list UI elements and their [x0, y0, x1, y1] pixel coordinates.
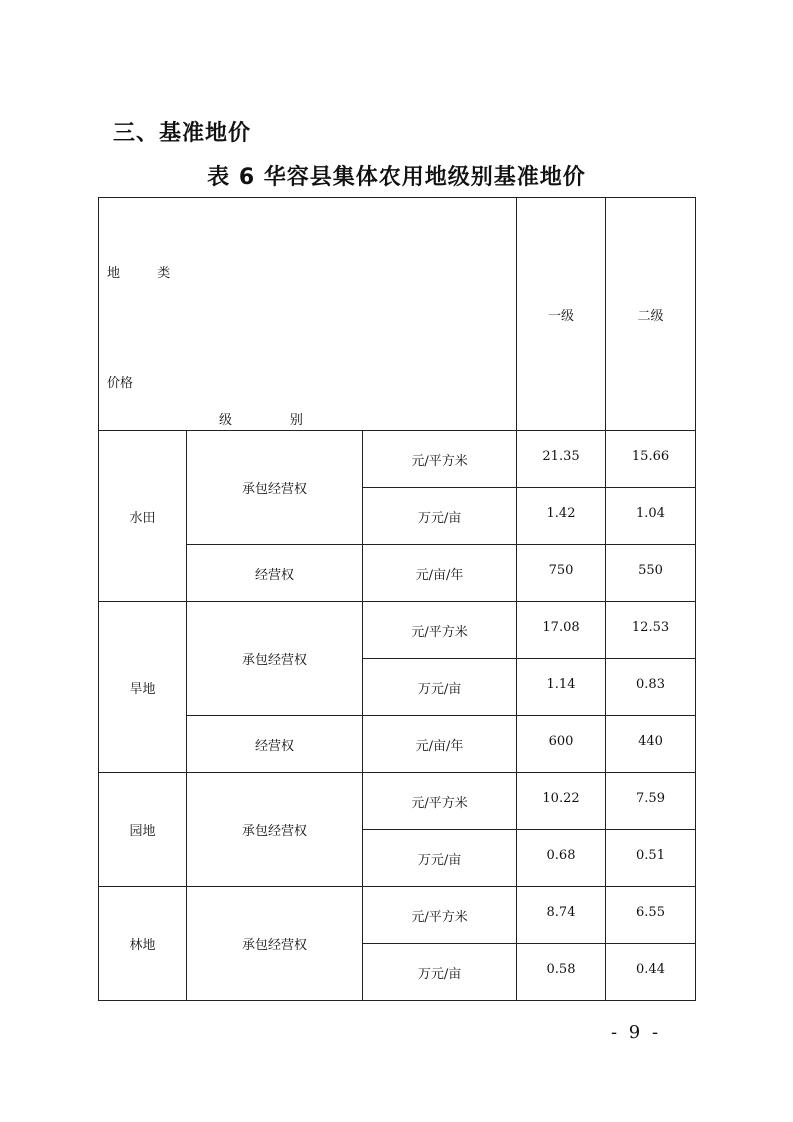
page-number: - 9 - [611, 1022, 662, 1043]
level1-value-cell: 8.74 [517, 887, 606, 944]
level2-value-cell: 12.53 [606, 602, 696, 659]
level1-value-cell: 1.42 [517, 488, 606, 545]
unit-cell: 元/平方米 [363, 887, 517, 944]
table-row [99, 431, 696, 488]
right-type-cell: 承包经营权 [187, 887, 363, 1001]
land-type-cell: 林地 [99, 887, 187, 1001]
table-row [99, 773, 696, 830]
unit-cell: 万元/亩 [363, 488, 517, 545]
level2-value-cell: 7.59 [606, 773, 696, 830]
header-land-type-label: 地 类 [107, 266, 171, 281]
level2-value-cell: 440 [606, 716, 696, 773]
header-level-label: 级 别 [219, 413, 303, 428]
right-type-cell: 经营权 [187, 716, 363, 773]
table-header-row [99, 198, 696, 431]
level1-value-cell: 0.68 [517, 830, 606, 887]
unit-cell: 万元/亩 [363, 659, 517, 716]
unit-cell: 元/平方米 [363, 773, 517, 830]
header-level2: 二级 [606, 198, 696, 431]
level2-value-cell: 1.04 [606, 488, 696, 545]
table-row [99, 887, 696, 944]
right-type-cell: 承包经营权 [187, 773, 363, 887]
unit-cell: 万元/亩 [363, 830, 517, 887]
header-price-label: 价格 [107, 376, 134, 391]
right-type-cell: 经营权 [187, 545, 363, 602]
unit-cell: 元/平方米 [363, 431, 517, 488]
level1-value-cell: 600 [517, 716, 606, 773]
land-type-cell: 旱地 [99, 602, 187, 773]
table-row [99, 602, 696, 659]
section-heading: 三、基准地价 [113, 121, 252, 146]
level1-value-cell: 1.14 [517, 659, 606, 716]
level1-value-cell: 750 [517, 545, 606, 602]
unit-cell: 元/平方米 [363, 602, 517, 659]
header-level1: 一级 [517, 198, 606, 431]
table-caption: 表 6 华容县集体农用地级别基准地价 [207, 165, 586, 190]
level1-value-cell: 21.35 [517, 431, 606, 488]
land-type-cell: 水田 [99, 431, 187, 602]
level2-value-cell: 0.51 [606, 830, 696, 887]
land-type-cell: 园地 [99, 773, 187, 887]
table-row [99, 716, 696, 773]
right-type-cell: 承包经营权 [187, 602, 363, 716]
level1-value-cell: 0.58 [517, 944, 606, 1001]
level2-value-cell: 6.55 [606, 887, 696, 944]
unit-cell: 万元/亩 [363, 944, 517, 1001]
table-row [99, 545, 696, 602]
level2-value-cell: 0.83 [606, 659, 696, 716]
unit-cell: 元/亩/年 [363, 545, 517, 602]
level2-value-cell: 15.66 [606, 431, 696, 488]
right-type-cell: 承包经营权 [187, 431, 363, 545]
level1-value-cell: 10.22 [517, 773, 606, 830]
level2-value-cell: 550 [606, 545, 696, 602]
land-price-table [98, 197, 696, 1001]
header-diagonal-cell [99, 198, 517, 431]
level2-value-cell: 0.44 [606, 944, 696, 1001]
level1-value-cell: 17.08 [517, 602, 606, 659]
unit-cell: 元/亩/年 [363, 716, 517, 773]
